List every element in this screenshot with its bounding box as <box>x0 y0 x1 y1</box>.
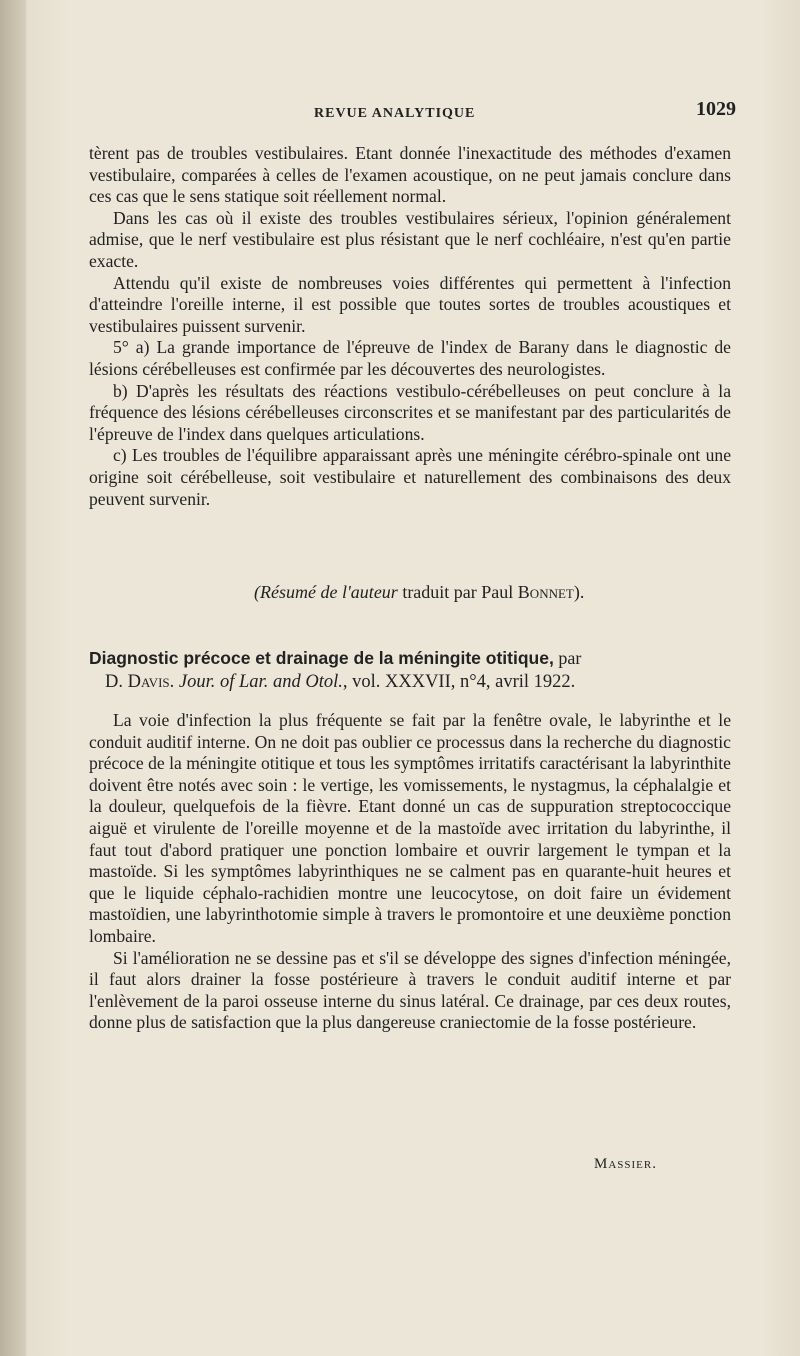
article-reference <box>105 670 739 694</box>
paragraph: tèrent pas de troubles vestibulaires. Etant donnée l'inexactitude des méthodes d'examen vestibulaire, comparées à celles de l'examen acoustique, on ne peut jamais conclure dans ces cas que le sens statique soit réellement normal. <box>89 143 731 207</box>
paragraph: 5° a) La grande importance de l'épreuve de l'index de Barany dans le diagnostic de lésions cérébelleuses est confirmée par les découvertes des neurologistes. <box>89 337 731 379</box>
previous-article-end <box>89 143 731 510</box>
article-body <box>89 710 731 1034</box>
article-by: par <box>553 648 582 668</box>
journal-name: Jour. of Lar. and Otol. <box>178 672 343 692</box>
signature: Massier. <box>594 1156 657 1172</box>
paragraph: Dans les cas où il existe des troubles vestibulaires sérieux, l'opinion généralement admise, que le nerf vestibulaire est plus résistant que le nerf cochléaire, n'est qu'en partie exacte. <box>89 207 731 271</box>
credit-text: traduit par Paul <box>397 582 518 602</box>
article-title: Diagnostic précoce et drainage de la méningite otitique, <box>89 648 554 668</box>
paragraph: Si l'amélioration ne se dessine pas et s'il se développe des signes d'infection méningée, il faut alors drainer la fosse postérieure à travers le conduit auditif interne et par l'enlèvement de la paroi osseuse interne du sinus latéral. Ce drainage, par ces deux routes, donne plus de satisfaction que la plus dangereuse craniectomie de la fosse postérieure. <box>89 947 731 1033</box>
translator-name: Bonnet <box>517 582 574 602</box>
paragraph: c) Les troubles de l'équilibre apparaissant après une méningite cérébro-spinale ont une origine soit cérébelleuse, soit vestibulaire et naturellement des combinaisons des deux peuvent survenir. <box>89 445 731 509</box>
binding-gutter <box>0 0 26 1356</box>
credit-italic: (Résumé de l'auteur <box>254 582 398 602</box>
paragraph: Attendu qu'il existe de nombreuses voies différentes qui permettent à l'infection d'atteindre l'oreille interne, il est possible que toutes sortes de troubles acoustiques et vestibulaires puissent survenir. <box>89 272 731 336</box>
paragraph: b) D'après les résultats des réactions vestibulo-cérébelleuses on peut conclure à la fréquence des lésions cérébelleuses circonscrites et se manifestant par des particularités de l'épreuve de l'index dans quelques articulations. <box>89 380 731 444</box>
journal-details: , vol. XXXVII, n°4, avril 1922. <box>342 672 576 692</box>
article-heading <box>89 646 739 694</box>
article-author: D. Davis. <box>105 672 175 692</box>
page-number: 1029 <box>696 98 736 120</box>
translation-credit <box>254 582 584 603</box>
paragraph: La voie d'infection la plus fréquente se fait par la fenêtre ovale, le labyrinthe et le conduit auditif interne. On ne doit pas oublier ce processus dans la recherche du diagnostic précoce de la méningite otitique et tous les symptômes irritatifs caractérisant la labyrinthite doivent être notés avec soin : le vertige, les vomissements, le nystagmus, la céphalalgie et la douleur, quelquefois de la fièvre. Etant donné un cas de suppuration streptococcique aiguë et virulente de l'oreille moyenne et de la mastoïde avec irritation du labyrinthe, il faut tout d'abord pratiquer une ponction lombaire et ouvrir largement le tympan et la mastoïde. Si les symptômes labyrinthiques ne se calment pas en quarante-huit heures et que le liquide céphalo-rachidien montre une leucocytose, on doit faire un évidement mastoïdien, une labyrinthotomie simple à travers le promontoire et une deuxième ponction lombaire. <box>89 710 731 946</box>
running-title: REVUE ANALYTIQUE <box>314 106 476 121</box>
credit-end: ). <box>573 582 585 602</box>
page-header <box>86 96 736 126</box>
